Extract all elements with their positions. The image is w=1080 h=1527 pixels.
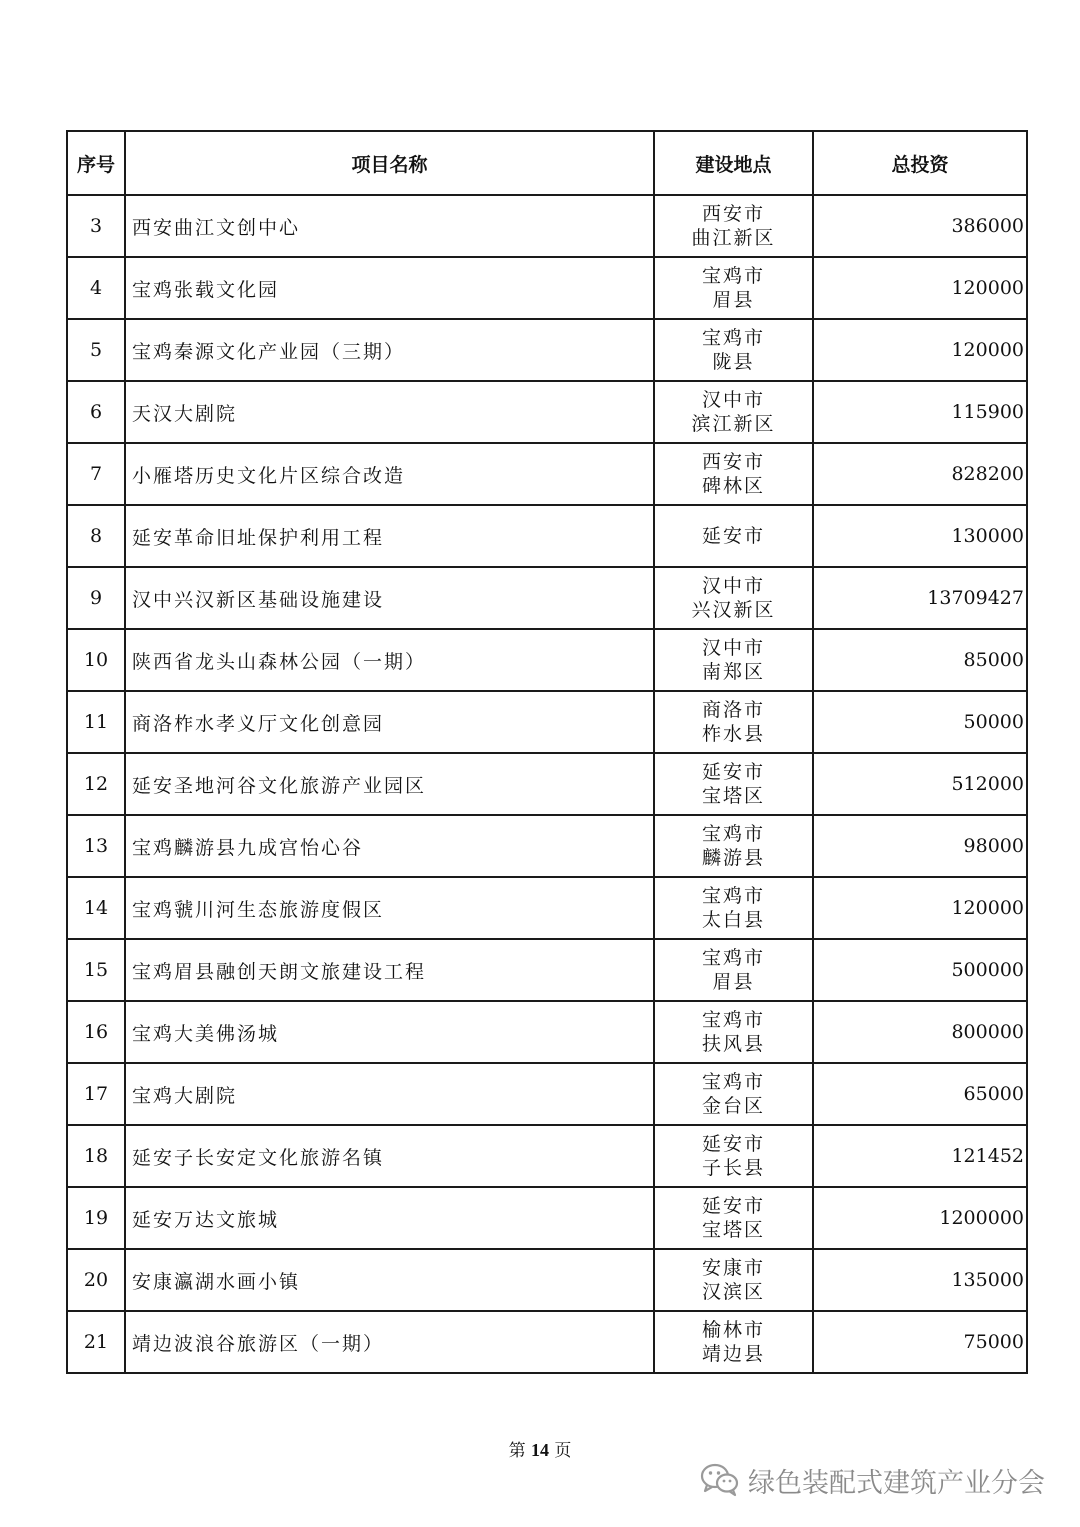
cell-location [654, 1187, 813, 1249]
cell-no: 12 [67, 753, 125, 815]
cell-project-name: 汉中兴汉新区基础设施建设 [125, 567, 654, 629]
table-row [67, 629, 1027, 691]
table-row [67, 1125, 1027, 1187]
cell-investment: 65000 [813, 1063, 1027, 1125]
table-body [67, 195, 1027, 1373]
cell-location [654, 939, 813, 1001]
page-prefix: 第 [508, 1441, 526, 1461]
location-city: 宝鸡市 [701, 823, 765, 845]
location-district: 宝塔区 [701, 785, 765, 807]
table-row [67, 567, 1027, 629]
cell-investment: 85000 [813, 629, 1027, 691]
location-district: 陇县 [712, 351, 755, 373]
location-city: 西安市 [701, 451, 765, 473]
table-row [67, 319, 1027, 381]
cell-no: 20 [67, 1249, 125, 1311]
location-city: 安康市 [701, 1257, 765, 1279]
cell-no: 19 [67, 1187, 125, 1249]
cell-investment: 500000 [813, 939, 1027, 1001]
cell-investment: 1200000 [813, 1187, 1027, 1249]
cell-no: 6 [67, 381, 125, 443]
cell-project-name: 宝鸡麟游县九成宫怡心谷 [125, 815, 654, 877]
cell-investment: 50000 [813, 691, 1027, 753]
cell-location [654, 257, 813, 319]
cell-no: 11 [67, 691, 125, 753]
location-city: 延安市 [701, 525, 765, 547]
cell-project-name: 延安革命旧址保护利用工程 [125, 505, 654, 567]
table-row [67, 1001, 1027, 1063]
header-no: 序号 [67, 131, 125, 195]
cell-no: 5 [67, 319, 125, 381]
cell-location [654, 1001, 813, 1063]
watermark [700, 1458, 1045, 1502]
cell-investment: 120000 [813, 257, 1027, 319]
location-city: 汉中市 [701, 637, 765, 659]
cell-investment: 75000 [813, 1311, 1027, 1373]
cell-project-name: 延安万达文旅城 [125, 1187, 654, 1249]
location-district: 靖边县 [701, 1343, 765, 1365]
table-row [67, 1063, 1027, 1125]
table-row [67, 691, 1027, 753]
cell-investment: 386000 [813, 195, 1027, 257]
location-city: 宝鸡市 [701, 947, 765, 969]
cell-no: 3 [67, 195, 125, 257]
page-number-value: 14 [531, 1440, 549, 1460]
cell-investment: 828200 [813, 443, 1027, 505]
cell-location [654, 195, 813, 257]
header-name: 项目名称 [125, 131, 654, 195]
table-row [67, 1249, 1027, 1311]
cell-location [654, 1249, 813, 1311]
location-city: 宝鸡市 [701, 265, 765, 287]
location-district: 汉滨区 [701, 1281, 765, 1303]
cell-project-name: 小雁塔历史文化片区综合改造 [125, 443, 654, 505]
location-district: 兴汉新区 [691, 599, 776, 621]
cell-no: 10 [67, 629, 125, 691]
cell-no: 8 [67, 505, 125, 567]
table-row [67, 505, 1027, 567]
location-city: 商洛市 [701, 699, 765, 721]
cell-location [654, 319, 813, 381]
cell-location [654, 815, 813, 877]
page-suffix: 页 [554, 1441, 572, 1461]
cell-location [654, 629, 813, 691]
cell-project-name: 宝鸡眉县融创天朗文旅建设工程 [125, 939, 654, 1001]
cell-location [654, 1125, 813, 1187]
location-city: 延安市 [701, 761, 765, 783]
cell-project-name: 商洛柞水孝义厅文化创意园 [125, 691, 654, 753]
cell-location [654, 1311, 813, 1373]
location-city: 宝鸡市 [701, 1071, 765, 1093]
cell-no: 21 [67, 1311, 125, 1373]
cell-project-name: 靖边波浪谷旅游区（一期） [125, 1311, 654, 1373]
cell-investment: 130000 [813, 505, 1027, 567]
cell-location [654, 443, 813, 505]
cell-location [654, 505, 813, 567]
location-city: 宝鸡市 [701, 1009, 765, 1031]
cell-location [654, 753, 813, 815]
location-district: 碑林区 [701, 475, 765, 497]
location-city: 榆林市 [701, 1319, 765, 1341]
location-district: 宝塔区 [701, 1219, 765, 1241]
cell-location [654, 1063, 813, 1125]
cell-no: 18 [67, 1125, 125, 1187]
location-district: 金台区 [701, 1095, 765, 1117]
cell-project-name: 陕西省龙头山森林公园（一期） [125, 629, 654, 691]
table-row [67, 257, 1027, 319]
cell-investment: 121452 [813, 1125, 1027, 1187]
cell-no: 4 [67, 257, 125, 319]
cell-location [654, 691, 813, 753]
cell-location [654, 877, 813, 939]
cell-location [654, 381, 813, 443]
location-district: 眉县 [712, 971, 755, 993]
table-row [67, 381, 1027, 443]
cell-no: 9 [67, 567, 125, 629]
location-city: 汉中市 [701, 389, 765, 411]
location-city: 宝鸡市 [701, 885, 765, 907]
cell-investment: 135000 [813, 1249, 1027, 1311]
location-district: 柞水县 [701, 723, 765, 745]
cell-project-name: 延安子长安定文化旅游名镇 [125, 1125, 654, 1187]
table-header-row [67, 131, 1027, 195]
location-district: 滨江新区 [691, 413, 776, 435]
header-location: 建设地点 [654, 131, 813, 195]
location-city: 延安市 [701, 1195, 765, 1217]
cell-investment: 120000 [813, 319, 1027, 381]
table-row [67, 195, 1027, 257]
cell-project-name: 宝鸡虢川河生态旅游度假区 [125, 877, 654, 939]
location-district: 太白县 [701, 909, 765, 931]
location-district: 曲江新区 [691, 227, 776, 249]
watermark-text: 绿色装配式建筑产业分会 [748, 1467, 1045, 1499]
cell-no: 17 [67, 1063, 125, 1125]
location-city: 宝鸡市 [701, 327, 765, 349]
cell-no: 13 [67, 815, 125, 877]
cell-no: 7 [67, 443, 125, 505]
table-row [67, 1187, 1027, 1249]
cell-project-name: 宝鸡秦源文化产业园（三期） [125, 319, 654, 381]
cell-no: 16 [67, 1001, 125, 1063]
location-district: 眉县 [712, 289, 755, 311]
table-row [67, 815, 1027, 877]
cell-project-name: 延安圣地河谷文化旅游产业园区 [125, 753, 654, 815]
location-district: 南郑区 [701, 661, 765, 683]
table-row [67, 443, 1027, 505]
wechat-icon [700, 1463, 740, 1497]
cell-project-name: 宝鸡张载文化园 [125, 257, 654, 319]
cell-no: 15 [67, 939, 125, 1001]
cell-project-name: 宝鸡大剧院 [125, 1063, 654, 1125]
location-city: 西安市 [701, 203, 765, 225]
location-city: 延安市 [701, 1133, 765, 1155]
cell-project-name: 天汉大剧院 [125, 381, 654, 443]
table-row [67, 877, 1027, 939]
investment-table [66, 130, 1028, 1374]
table-row [67, 753, 1027, 815]
location-district: 麟游县 [701, 847, 765, 869]
cell-investment: 115900 [813, 381, 1027, 443]
table-row [67, 1311, 1027, 1373]
cell-investment: 120000 [813, 877, 1027, 939]
header-investment: 总投资 [813, 131, 1027, 195]
cell-investment: 800000 [813, 1001, 1027, 1063]
location-city: 汉中市 [701, 575, 765, 597]
location-district: 子长县 [701, 1157, 765, 1179]
cell-project-name: 宝鸡大美佛汤城 [125, 1001, 654, 1063]
cell-investment: 13709427 [813, 567, 1027, 629]
cell-investment: 512000 [813, 753, 1027, 815]
table-row [67, 939, 1027, 1001]
cell-investment: 98000 [813, 815, 1027, 877]
cell-no: 14 [67, 877, 125, 939]
cell-project-name: 安康瀛湖水画小镇 [125, 1249, 654, 1311]
location-district: 扶风县 [701, 1033, 765, 1055]
cell-project-name: 西安曲江文创中心 [125, 195, 654, 257]
cell-location [654, 567, 813, 629]
